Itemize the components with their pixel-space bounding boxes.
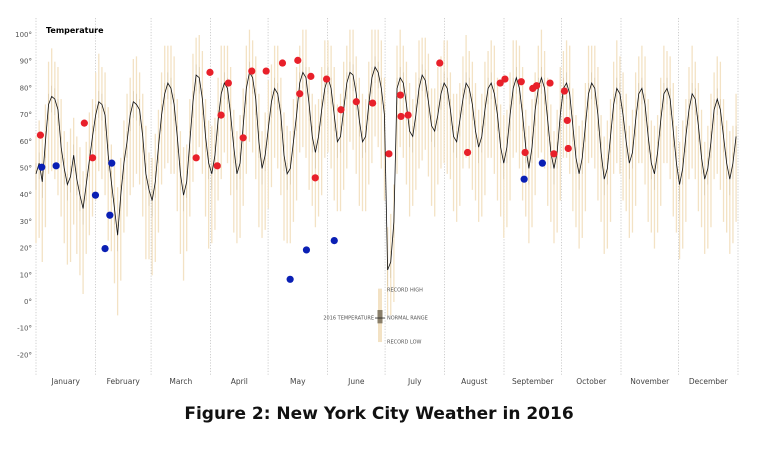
- chart-legend: [323, 287, 427, 345]
- record-high-point: [397, 91, 404, 98]
- y-tick-label: 50°: [19, 164, 32, 173]
- month-label: November: [630, 377, 670, 386]
- y-tick-label: 70°: [19, 111, 32, 120]
- legend-normal-range-label: NORMAL RANGE: [387, 315, 428, 322]
- record-high-point: [294, 57, 301, 64]
- record-high-point: [248, 67, 255, 74]
- record-high-point: [561, 87, 568, 94]
- month-label: January: [51, 377, 80, 386]
- record-high-point: [217, 112, 224, 119]
- y-tick-label: 0°: [24, 298, 32, 306]
- y-tick-label: -10°: [17, 324, 32, 333]
- record-high-point: [225, 79, 232, 86]
- month-label: May: [290, 377, 306, 386]
- record-high-point: [521, 149, 528, 156]
- month-label: February: [106, 377, 140, 386]
- record-high-point: [550, 150, 557, 157]
- record-high-point: [307, 73, 314, 80]
- record-high-point: [312, 174, 319, 181]
- month-label: August: [461, 377, 488, 386]
- record-high-point: [323, 75, 330, 82]
- record-high-point: [193, 154, 200, 161]
- record-low-point: [101, 245, 108, 252]
- record-high-point: [533, 82, 540, 89]
- y-tick-label: 40°: [19, 191, 32, 200]
- record-low-point: [53, 162, 60, 169]
- month-label: April: [230, 377, 248, 386]
- y-tick-label: 20°: [19, 244, 32, 253]
- y-tick-label: 10°: [19, 271, 32, 280]
- legend-normal-band: [378, 310, 383, 323]
- record-low-point: [38, 164, 45, 171]
- record-low-point: [303, 246, 310, 253]
- record-high-point: [518, 78, 525, 85]
- record-high-point: [397, 113, 404, 120]
- legend-2016-temp-label: 2016 TEMPERATURE: [323, 315, 374, 322]
- record-high-point: [81, 120, 88, 127]
- record-low-point: [106, 212, 113, 219]
- record-high-point: [436, 59, 443, 66]
- record-high-point: [279, 59, 286, 66]
- y-tick-label: 100°: [15, 31, 32, 39]
- figure-caption: Figure 2: New York City Weather in 2016: [184, 404, 574, 424]
- record-high-point: [240, 134, 247, 141]
- record-low-point: [521, 176, 528, 183]
- record-low-point: [331, 237, 338, 244]
- record-high-point: [464, 149, 471, 156]
- month-label: March: [169, 377, 193, 386]
- record-normal-bands: [36, 30, 736, 316]
- month-label: December: [688, 377, 728, 386]
- month-label: July: [408, 377, 422, 386]
- legend-record-low-label: RECORD LOW: [387, 339, 422, 346]
- record-high-point: [263, 67, 270, 74]
- record-high-point: [337, 106, 344, 113]
- record-low-point: [108, 160, 115, 167]
- record-high-point: [369, 99, 376, 106]
- temperature-line-layer: [36, 67, 736, 270]
- legend-record-high-label: RECORD HIGH: [387, 287, 423, 294]
- record-high-point: [546, 79, 553, 86]
- record-high-point: [353, 98, 360, 105]
- temperature-2016-line: [36, 67, 736, 270]
- y-tick-label: 90°: [19, 57, 32, 66]
- y-tick-label: 80°: [19, 84, 32, 93]
- record-high-point: [214, 162, 221, 169]
- record-low-point: [287, 276, 294, 283]
- record-high-point: [404, 112, 411, 119]
- record-high-point: [565, 145, 572, 152]
- month-label: October: [576, 377, 607, 386]
- month-label: September: [512, 377, 554, 386]
- record-low-point: [92, 192, 99, 199]
- y-tick-label: 60°: [19, 137, 32, 146]
- y-tick-label: 30°: [19, 217, 32, 226]
- record-high-point: [501, 75, 508, 82]
- y-tick-label: -20°: [17, 351, 32, 360]
- chart-title: Temperature: [46, 26, 104, 35]
- month-label: June: [348, 377, 365, 386]
- record-high-point: [37, 132, 44, 139]
- record-high-point: [385, 150, 392, 157]
- record-high-point: [296, 90, 303, 97]
- record-low-point: [539, 160, 546, 167]
- record-high-point: [89, 154, 96, 161]
- record-high-point: [564, 117, 571, 124]
- record-high-point: [206, 69, 213, 76]
